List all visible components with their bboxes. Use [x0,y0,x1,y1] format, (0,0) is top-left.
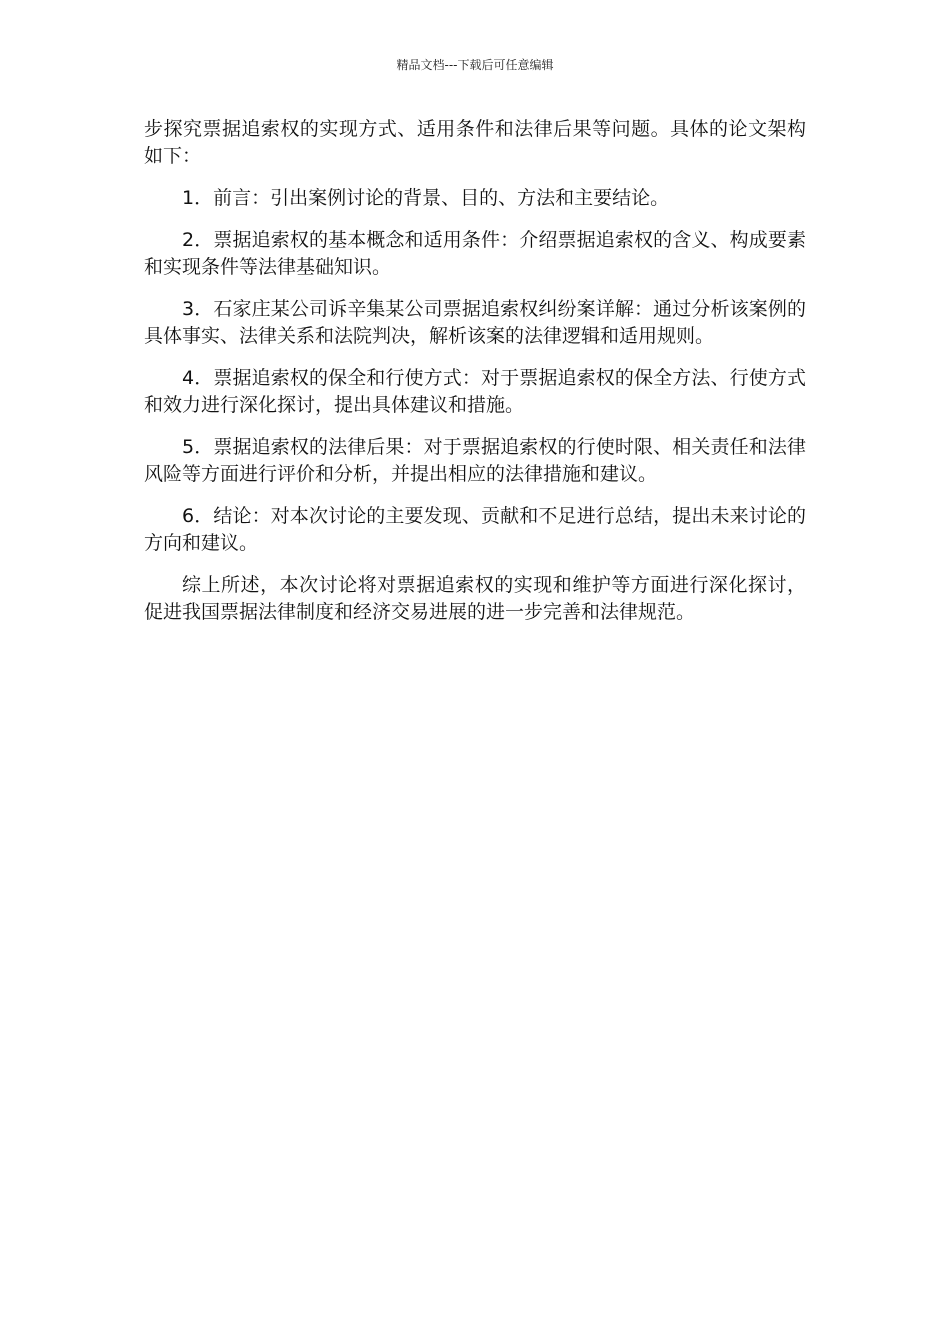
page-header: 精品文档---下载后可任意编辑 [396,58,554,72]
paragraph-summary: 综上所述，本次讨论将对票据追索权的实现和维护等方面进行深化探讨，促进我国票据法律制度和经济交易进展的进一步完善和法律规范。 [144,574,806,623]
list-item-4: 4．票据追索权的保全和行使方式：对于票据追索权的保全方法、行使方式和效力进行深化探讨，提出具体建议和措施。 [144,367,806,416]
list-item-5: 5．票据追索权的法律后果：对于票据追索权的行使时限、相关责任和法律风险等方面进行评价和分析，并提出相应的法律措施和建议。 [144,436,806,485]
list-item-1: 1．前言：引出案例讨论的背景、目的、方法和主要结论。 [182,187,670,209]
paragraph-intro: 步探究票据追索权的实现方式、适用条件和法律后果等问题。具体的论文架构如下： [144,118,806,167]
list-item-3: 3．石家庄某公司诉辛集某公司票据追索权纠纷案详解：通过分析该案例的具体事实、法律关系和法院判决，解析该案的法律逻辑和适用规则。 [144,298,806,347]
list-item-2: 2．票据追索权的基本概念和适用条件：介绍票据追索权的含义、构成要素和实现条件等法律基础知识。 [144,229,806,278]
list-item-6: 6．结论：对本次讨论的主要发现、贡献和不足进行总结，提出未来讨论的方向和建议。 [144,505,806,554]
document-body [144,116,806,641]
